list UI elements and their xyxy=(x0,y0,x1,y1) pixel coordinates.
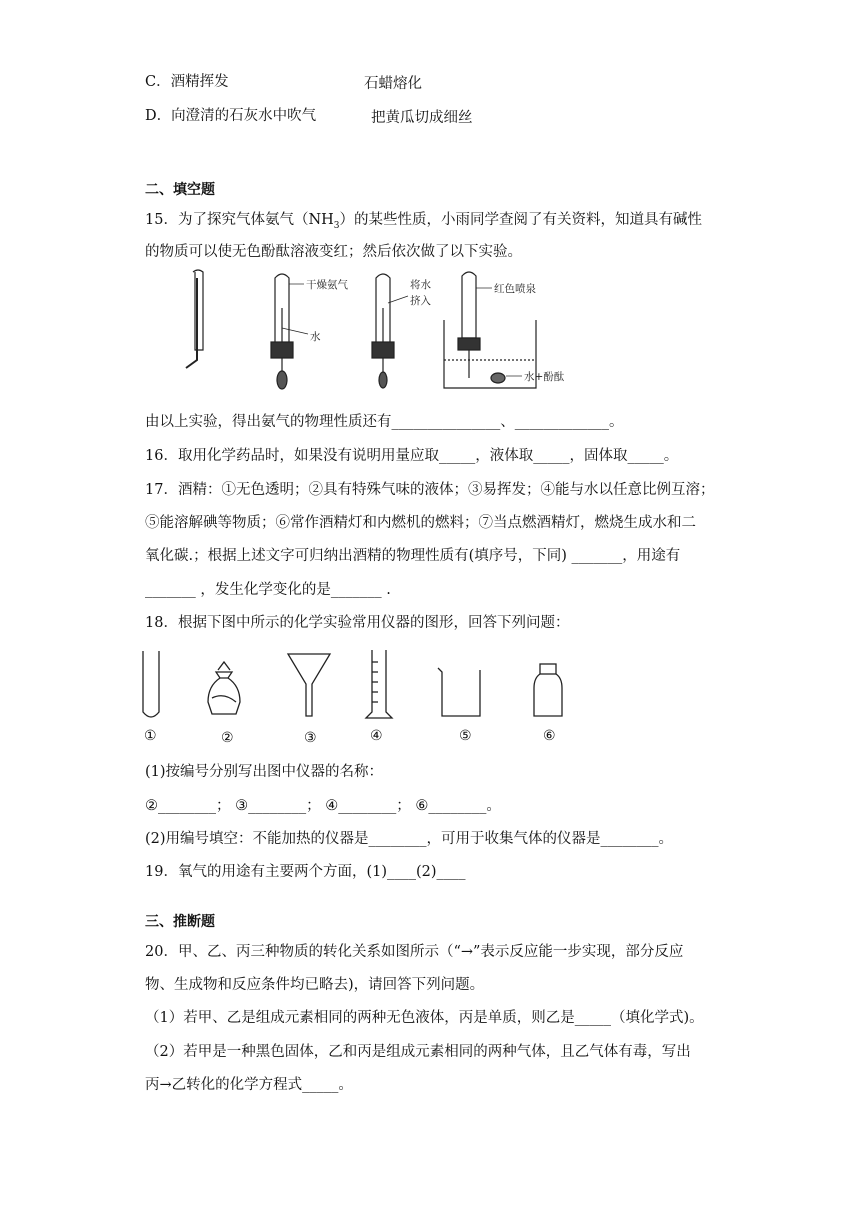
section-heading-inference: 三、推断题 xyxy=(145,914,215,930)
q15-line1-part-b: ）的某些性质，小雨同学查阅了有关资料，知道具有碱性 xyxy=(339,212,703,228)
q17-line2: ⑤能溶解碘等物质；⑥常作酒精灯和内燃机的燃料；⑦当点燃酒精灯，燃烧生成水和二 xyxy=(145,515,696,531)
option-c-label: C．酒精挥发 xyxy=(145,74,229,90)
apparatus-number-2: ② xyxy=(221,730,234,746)
apparatus-number-5: ⑤ xyxy=(459,728,472,744)
q17-line3: 氧化碳.；根据上述文字可归纳出酒精的物理性质有(填序号，下同) _______，用途有 xyxy=(145,548,681,564)
test-tube-icon xyxy=(143,651,159,717)
q18-sub1: (1)按编号分别写出图中仪器的名称： xyxy=(145,764,384,780)
q15-line2: 的物质可以使无色酚酞溶液变红；然后依次做了以下实验。 xyxy=(145,244,522,260)
q20-line3: （1）若甲、乙是组成元素相同的两种无色液体，丙是单质，则乙是_____（填化学式)。 xyxy=(145,1010,704,1026)
label-dry-ammonia: 干燥氨气 xyxy=(306,279,348,291)
q17-line1: 17．酒精：①无色透明；②具有特殊气味的液体；③易挥发；④能与水以任意比例互溶； xyxy=(145,482,715,498)
q20-line2: 物、生成物和反应条件均已略去)，请回答下列问题。 xyxy=(145,977,485,993)
q18-sub2: (2)用编号填空：不能加热的仪器是________，可用于收集气体的仪器是________。 xyxy=(145,831,674,847)
q15-answer: 由以上实验，得出氨气的物理性质还有_______________、_____________。 xyxy=(145,414,624,430)
q17-line4: _______ ，发生化学变化的是_______ . xyxy=(145,582,391,598)
q15-line1-part-a: 15．为了探究气体氨气（NH xyxy=(145,212,334,228)
label-squeeze-2: 挤入 xyxy=(410,295,431,307)
q16: 16．取用化学药品时，如果没有说明用量应取_____，液体取_____，固体取_____。 xyxy=(145,448,679,464)
label-squeeze-1: 将水 xyxy=(410,279,431,291)
ammonia-experiment-figure xyxy=(176,268,576,398)
label-water-phenolphthalein: 水+酚酞 xyxy=(524,371,565,383)
alcohol-lamp-icon xyxy=(208,662,240,714)
option-d xyxy=(145,106,316,126)
option-c xyxy=(145,72,229,92)
q18-intro: 18．根据下图中所示的化学实验常用仪器的图形，回答下列问题： xyxy=(145,615,570,631)
lab-apparatus-figure xyxy=(140,648,580,724)
section-heading-fill-in: 二、填空题 xyxy=(145,182,215,198)
option-d-label: D．向澄清的石灰水中吹气 xyxy=(145,108,317,124)
q20-line5: 丙→乙转化的化学方程式_____。 xyxy=(145,1077,353,1093)
label-water: 水 xyxy=(310,331,321,343)
q20-line1: 20．甲、乙、丙三种物质的转化关系如图所示（“→”表示反应能一步实现，部分反应 xyxy=(145,944,684,960)
funnel-icon xyxy=(288,654,330,716)
beaker-icon xyxy=(438,668,480,716)
apparatus-number-1: ① xyxy=(144,728,157,744)
option-c-second: 石蜡熔化 xyxy=(364,76,422,92)
apparatus-number-3: ③ xyxy=(304,730,317,746)
q19: 19．氧气的用途有主要两个方面，(1)____(2)____ xyxy=(145,864,466,880)
graduated-cylinder-icon xyxy=(366,650,392,718)
q18-blanks: ②________； ③________； ④________； ⑥________。 xyxy=(145,798,501,814)
apparatus-number-4: ④ xyxy=(370,728,383,744)
q20-line4: （2）若甲是一种黑色固体，乙和丙是组成元素相同的两种气体，且乙气体有毒，写出 xyxy=(145,1044,691,1060)
q15-line1 xyxy=(145,210,702,236)
q15-subscript: 3 xyxy=(333,220,340,231)
label-red-fountain: 红色喷泉 xyxy=(494,283,536,295)
apparatus-number-6: ⑥ xyxy=(543,728,556,744)
option-d-second: 把黄瓜切成细丝 xyxy=(371,110,473,126)
gas-bottle-icon xyxy=(534,664,562,716)
